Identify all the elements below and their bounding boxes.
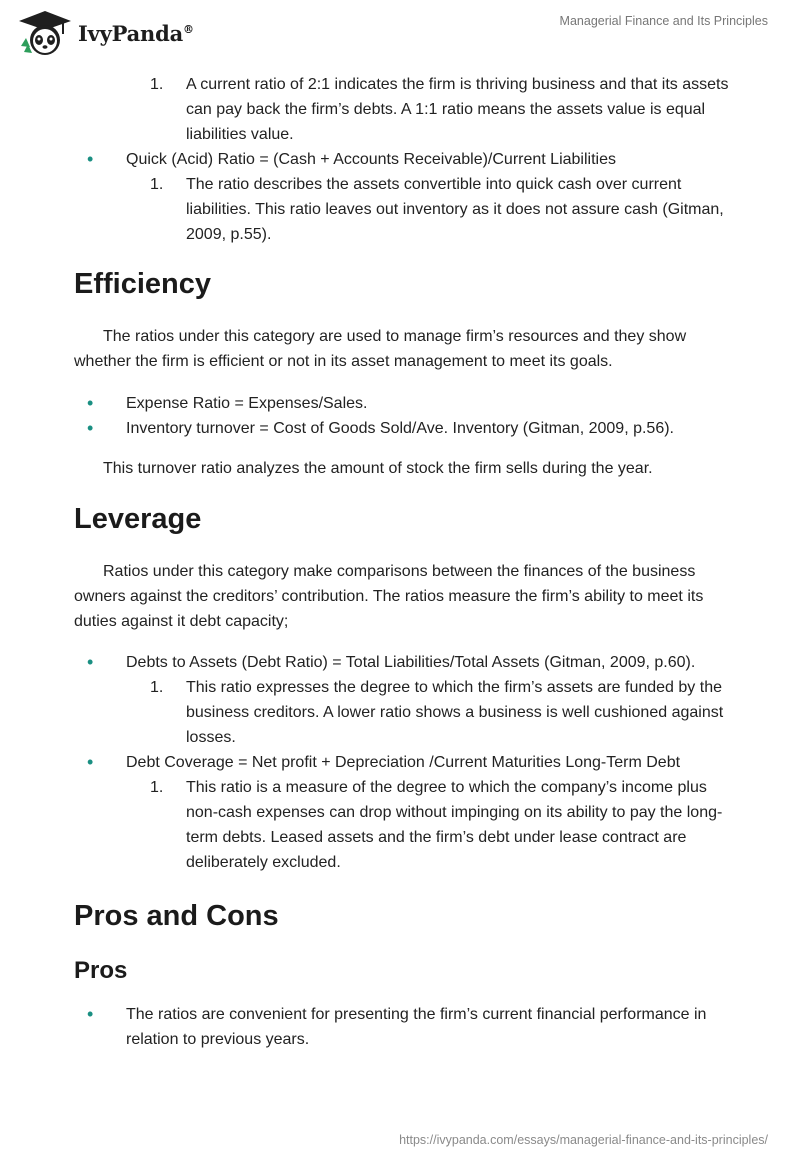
debt-ratio-formula: Debts to Assets (Debt Ratio) = Total Liabilities/Total Assets (Gitman, 2009, p.60). <box>126 654 696 671</box>
inventory-turnover-formula: Inventory turnover = Cost of Goods Sold/Ave. Inventory (Gitman, 2009, p.56). <box>126 420 674 437</box>
ivypanda-logo[interactable] <box>16 8 194 58</box>
subsection-heading-pros: Pros <box>74 957 128 984</box>
article-body <box>74 70 734 1052</box>
list-number: 1. <box>150 779 164 796</box>
list-number: 1. <box>150 679 164 696</box>
debt-ratio-note: This ratio expresses the degree to which the firm’s assets are funded by the business creditors. A lower ratio shows a business is well cushioned against losses. <box>186 679 724 746</box>
page-header <box>0 0 800 64</box>
bullet-item <box>74 750 734 775</box>
bullet-icon: • <box>87 752 94 772</box>
quick-ratio-formula: Quick (Acid) Ratio = (Cash + Accounts Receivable)/Current Liabilities <box>126 151 616 168</box>
debt-coverage-note: This ratio is a measure of the degree to which the company’s income plus non-cash expenses can drop without impinging on its ability to pay the long-term debts. Leased assets and the firm’s debt under lease contract are deliberately excluded. <box>186 779 723 871</box>
leverage-intro: Ratios under this category make comparisons between the finances of the business owners against the creditors’ contribution. The ratios measure the firm’s ability to meet its duties against it debt capacity; <box>74 563 704 630</box>
list-number: 1. <box>150 176 164 193</box>
numbered-item <box>74 172 734 247</box>
quick-ratio-note: The ratio describes the assets convertible into quick cash over current liabilities. This ratio leaves out inventory as it does not assure cash (Gitman, 2009, p.55). <box>186 176 724 243</box>
numbered-item <box>74 72 734 147</box>
numbered-item <box>74 775 734 875</box>
debt-coverage-formula: Debt Coverage = Net profit + Depreciation /Current Maturities Long-Term Debt <box>126 754 681 771</box>
bullet-item <box>74 391 734 416</box>
list-number: 1. <box>150 76 164 93</box>
pros-point: The ratios are convenient for presenting the firm’s current financial performance in relation to previous years. <box>126 1006 707 1048</box>
section-heading-leverage: Leverage <box>74 503 202 535</box>
bullet-item <box>74 416 734 441</box>
panda-logo-icon <box>16 8 74 58</box>
section-heading-pros-cons: Pros and Cons <box>74 900 279 932</box>
source-url-link[interactable]: https://ivypanda.com/essays/managerial-finance-and-its-principles/ <box>399 1133 768 1147</box>
bullet-icon: • <box>87 652 94 672</box>
turnover-note: This turnover ratio analyzes the amount of stock the firm sells during the year. <box>103 460 653 477</box>
numbered-item <box>74 675 734 750</box>
bullet-icon: • <box>87 418 94 438</box>
bullet-item <box>74 650 734 675</box>
efficiency-intro: The ratios under this category are used to manage firm’s resources and they show whether the firm is efficient or not in its asset management to meet its goals. <box>74 328 687 370</box>
expense-ratio-formula: Expense Ratio = Expenses/Sales. <box>126 395 368 412</box>
current-ratio-note: A current ratio of 2:1 indicates the firm is thriving business and that its assets can pay back the firm’s debts. A 1:1 ratio means the assets value is equal liabilities value. <box>186 76 729 143</box>
bullet-item <box>74 147 734 172</box>
bullet-icon: • <box>87 393 94 413</box>
bullet-icon: • <box>87 149 94 169</box>
bullet-icon: • <box>87 1004 94 1024</box>
section-heading-efficiency: Efficiency <box>74 268 211 300</box>
bullet-item <box>74 1002 734 1052</box>
brand-name: IvyPanda® <box>78 20 194 46</box>
document-title: Managerial Finance and Its Principles <box>559 14 768 28</box>
